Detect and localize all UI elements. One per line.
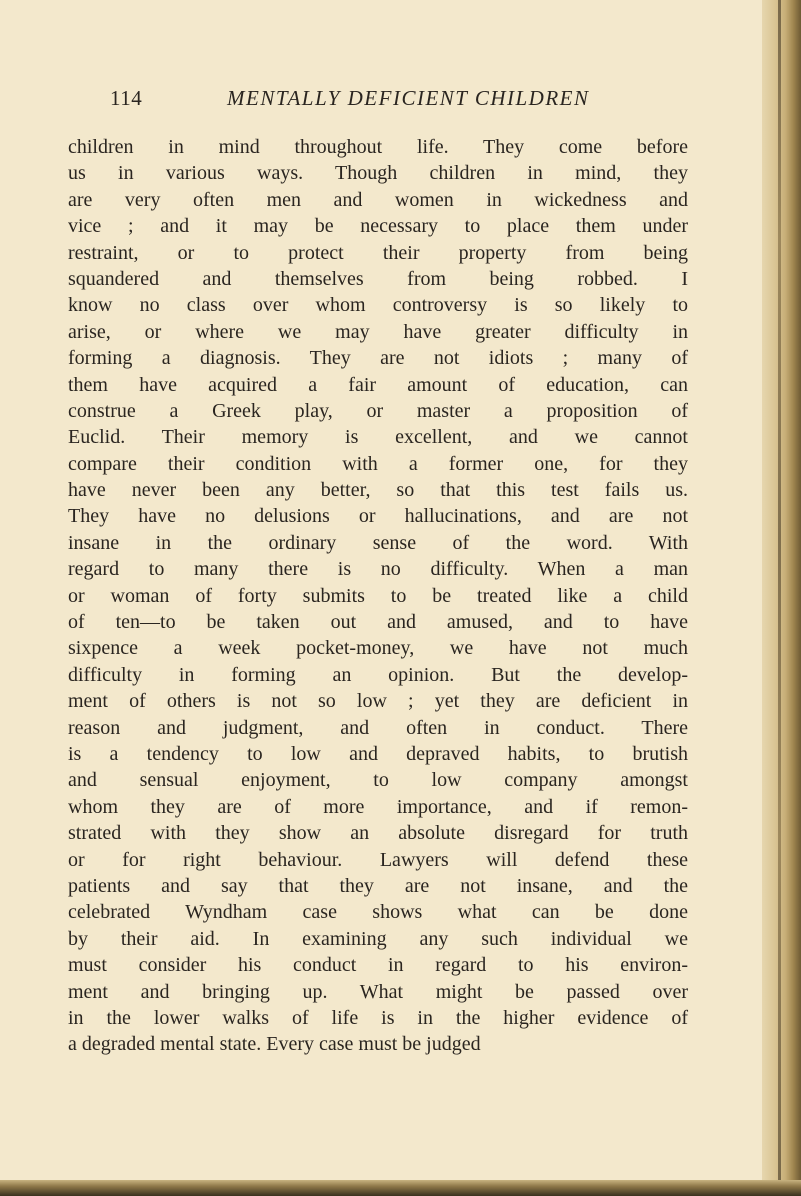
text-line: are very often men and women in wickedness and (68, 188, 688, 211)
text-line: whom they are of more importance, and if remon- (68, 795, 688, 818)
text-line: difficulty in forming an opinion. But the develop- (68, 663, 688, 686)
text-line: regard to many there is no difficulty. When a man (68, 558, 688, 581)
text-line: and sensual enjoyment, to low company amongst (68, 769, 688, 792)
text-line: celebrated Wyndham case shows what can be done (68, 901, 688, 924)
running-head: MENTALLY DEFICIENT CHILDREN (227, 86, 590, 110)
text-line: or for right behaviour. Lawyers will defend these (68, 848, 688, 871)
text-line: have never been any better, so that this test fails us. (68, 479, 688, 502)
text-line: them have acquired a fair amount of education, can (68, 373, 688, 396)
text-line: must consider his conduct in regard to his environ- (68, 954, 688, 977)
book-page-edge (762, 0, 801, 1196)
text-line: us in various ways. Though children in mind, they (68, 162, 688, 185)
text-line: squandered and themselves from being robbed. I (68, 267, 688, 290)
text-line: by their aid. In examining any such individual we (68, 927, 688, 950)
text-line: forming a diagnosis. They are not idiots ; many of (68, 347, 688, 370)
text-line: ment of others is not so low ; yet they are deficient in (68, 690, 688, 713)
text-line: a degraded mental state. Every case must be judged (68, 1033, 481, 1056)
text-line: of ten—to be taken out and amused, and to have (68, 611, 688, 634)
text-line: or woman of forty submits to be treated like a child (68, 584, 688, 607)
body-text (68, 134, 688, 1058)
text-line: construe a Greek play, or master a proposition of (68, 399, 688, 422)
text-line: patients and say that they are not insane, and the (68, 874, 688, 897)
text-line: in the lower walks of life is in the higher evidence of (68, 1006, 688, 1029)
text-line: know no class over whom controversy is so likely to (68, 294, 688, 317)
text-line: compare their condition with a former one, for they (68, 452, 688, 475)
text-line: strated with they show an absolute disregard for truth (68, 822, 688, 845)
text-line: reason and judgment, and often in conduct. There (68, 716, 688, 739)
page-header (110, 86, 630, 116)
text-line: is a tendency to low and depraved habits, to brutish (68, 742, 688, 765)
text-line: vice ; and it may be necessary to place them under (68, 215, 688, 238)
text-line: restraint, or to protect their property from being (68, 241, 688, 264)
text-line: ment and bringing up. What might be passed over (68, 980, 688, 1003)
text-line: insane in the ordinary sense of the word. With (68, 531, 688, 554)
text-line: children in mind throughout life. They come before (68, 136, 688, 158)
page-number: 114 (110, 86, 143, 110)
text-line: arise, or where we may have greater difficulty in (68, 320, 688, 343)
book-bottom-edge (0, 1180, 801, 1196)
text-line: sixpence a week pocket-money, we have not much (68, 637, 688, 660)
text-line: They have no delusions or hallucinations, and are not (68, 505, 688, 528)
text-line: Euclid. Their memory is excellent, and we cannot (68, 426, 688, 449)
